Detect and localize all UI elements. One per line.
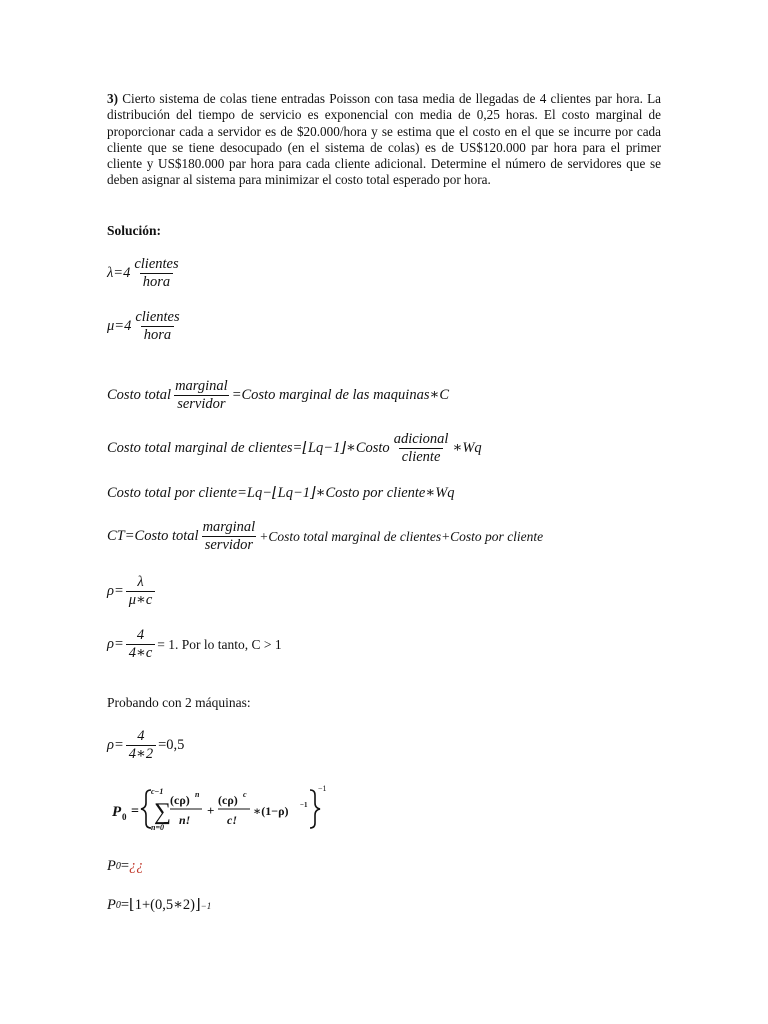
equation-p0-value: P 0 =⌊1+(0,5∗2)⌋ −1 [107,897,212,913]
problem-text: Cierto sistema de colas tiene entradas Poisson con tasa media de llegadas de 4 clientes par hora. La distribución del tiempo de servicio es exponencial con media de 0,25 horas. El costo marginal de proporcionar cada a servidor es de $20.000/hora y se estima que el costo en el que se incurre por cada cliente que se tiene desocupado (en el sistema de colas) es de US$120.000 par hora para el primer cliente y US$180.000 par hora para cada cliente adicional. Determine el número de servidores que se deben asignar al sistema para minimizar el costo total esperado por hora. [107,91,661,188]
plus-sign: + [207,803,215,818]
sum-top: c−1 [151,787,164,796]
p0-formula-image [110,780,330,840]
equation-rho-value: ρ= $\frac{4}{4∗2}$ =0,5 [107,728,185,762]
frac2-exp: c [243,790,247,799]
p0-sub: 0 [122,812,127,822]
equation-rho-c: ρ= $\frac{4}{4∗c}$ = 1. Por lo tanto, C > 1 [107,627,282,661]
equation-lambda: λ=4 $\frac{\text{clientes}}{\text{hora}}$ [107,256,179,290]
problem-number: 3) [107,91,118,106]
left-brace [141,790,151,828]
sigma-symbol: ∑ [154,799,172,825]
solution-heading: Solución: [107,223,162,238]
frac1-den: n! [179,813,191,827]
equation-ct: CT=Costo total $\frac{\text{marginal}}{\text{servidor}}$ +Costo total marginal de clientes+Costo por cliente [107,519,544,553]
probando-text: Probando con 2 máquinas: [107,695,251,710]
equation-costo-total-marginal: Costo total $\frac{\text{marginal}}{\text{servidor}}$ =Costo marginal de las maquinas∗C [107,378,449,412]
right-brace [310,790,320,828]
outer-exp: −1 [318,784,327,793]
tail-exp: −1 [300,801,308,809]
equation-p0-placeholder: P 0 = ¿¿ [107,858,144,874]
frac1-exp: n [195,790,200,799]
equation-mu: μ=4 $\frac{\text{clientes}}{\text{hora}}$ [107,309,180,343]
frac1-num: (cρ) [170,793,190,807]
tail-term: ∗(1−ρ) [253,804,289,818]
p0-equals: = [131,804,139,819]
equation-costo-marginal-clientes: Costo total marginal de clientes=⌊Lq−1⌋∗Costo $\frac{\text{adicional}}{\text{cliente}}$ ∗Wq [107,431,482,465]
problem-statement [107,91,661,189]
equation-costo-por-cliente: Costo total por cliente=Lq−⌊Lq−1⌋∗Costo por cliente∗Wq [107,485,455,501]
equation-rho-general: ρ= $\frac{\lambda}{\mu∗c}$ [107,574,157,609]
sum-bottom: n=0 [151,823,165,832]
frac2-num: (cρ) [218,793,238,807]
frac2-den: c! [227,813,237,827]
p0-p: P [112,804,122,820]
